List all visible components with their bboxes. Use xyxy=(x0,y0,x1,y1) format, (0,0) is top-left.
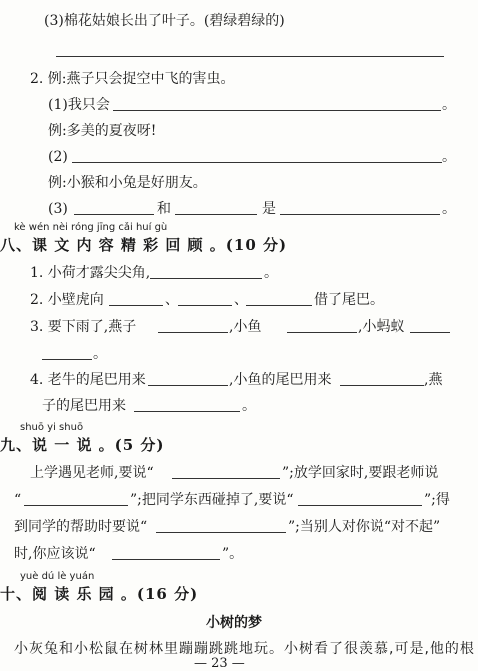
q2-part1-label: (1)我只会 xyxy=(48,97,110,113)
sec8-item-4-cont: 子的尾巴用来 xyxy=(42,398,126,414)
answer-line xyxy=(56,56,444,57)
answer-line xyxy=(134,411,240,412)
sentence-end: 借了尾巴。 xyxy=(314,292,384,308)
answer-line xyxy=(158,332,228,333)
clause: ,小蚂蚁 xyxy=(358,319,405,335)
story-paragraph: 小灰兔和小松鼠在树林里蹦蹦跳跳地玩。小树看了很羡慕,可是,他的根 xyxy=(14,641,475,657)
clause: ,小鱼 xyxy=(229,319,262,335)
period: 。 xyxy=(264,265,278,281)
exercise-item-3: (3)棉花姑娘长出了叶子。(碧绿碧绿的) xyxy=(44,13,285,29)
period: 。 xyxy=(93,346,107,362)
answer-line xyxy=(175,214,257,215)
answer-line xyxy=(148,385,228,386)
section-9-pinyin: shuō yi shuō xyxy=(20,422,84,433)
answer-line xyxy=(156,532,286,533)
answer-line xyxy=(287,332,357,333)
answer-line xyxy=(42,359,92,360)
answer-line xyxy=(72,162,442,163)
answer-line xyxy=(112,559,220,560)
story-title: 小树的梦 xyxy=(206,615,262,631)
clause: ,燕 xyxy=(424,372,443,388)
answer-line xyxy=(113,110,441,111)
answer-line xyxy=(109,305,163,306)
sec9-line-1a: 上学遇见老师,要说“ xyxy=(30,465,154,481)
period: 。 xyxy=(442,201,456,217)
sec9-line-2b: ”;把同学东西碰掉了,要说“ xyxy=(130,492,294,508)
answer-line xyxy=(298,505,422,506)
connector-is: 是 xyxy=(262,201,276,217)
answer-line xyxy=(172,478,280,479)
period: 。 xyxy=(442,97,456,113)
sec9-line-4b: ”。 xyxy=(222,546,244,562)
sec9-line-3a: 到同学的帮助时要说“ xyxy=(14,519,148,535)
section-8-pinyin: kè wén nèi róng jīng cǎi huí gù xyxy=(14,222,168,233)
q2-example-2: 例:多美的夏夜呀! xyxy=(48,123,157,139)
section-10-pinyin: yuè dú lè yuán xyxy=(20,571,95,582)
answer-line xyxy=(280,214,440,215)
answer-line xyxy=(150,278,262,279)
section-8-title: 八、课 文 内 容 精 彩 回 顾 。(10 分) xyxy=(0,236,288,254)
page-number: — 23 — xyxy=(194,656,245,671)
q2-part3-label: (3) xyxy=(48,201,68,217)
period: 。 xyxy=(442,149,456,165)
q2-part2-label: (2) xyxy=(48,149,68,165)
period: 。 xyxy=(242,398,256,414)
clause: ,小鱼的尾巴用来 xyxy=(229,372,332,388)
sec9-line-3b: ”;当别人对你说“对不起” xyxy=(288,519,441,535)
section-10-title: 十、阅 读 乐 园 。(16 分) xyxy=(0,585,199,603)
sec9-line-2c: ”;得 xyxy=(424,492,450,508)
separator: 、 xyxy=(165,292,179,308)
q2-example-3: 例:小猴和小兔是好朋友。 xyxy=(48,175,207,191)
answer-line xyxy=(410,332,450,333)
sec8-item-3: 3. 要下雨了,燕子 xyxy=(30,319,137,335)
separator: 、 xyxy=(234,292,248,308)
sec8-item-4: 4. 老牛的尾巴用来 xyxy=(30,372,146,388)
sec9-line-4a: 时,你应该说“ xyxy=(14,546,96,562)
answer-line xyxy=(74,214,154,215)
answer-line xyxy=(178,305,232,306)
sec9-line-2a: “ xyxy=(14,492,22,508)
sec9-line-1b: ”;放学回家时,要跟老师说 xyxy=(282,465,439,481)
section-9-title: 九、说 一 说 。(5 分) xyxy=(0,436,165,454)
answer-line xyxy=(246,305,312,306)
question-2-intro: 2. 例:燕子只会捉空中飞的害虫。 xyxy=(30,71,235,87)
answer-line xyxy=(340,385,424,386)
sec8-item-2: 2. 小壁虎向 xyxy=(30,292,104,308)
sec8-item-1: 1. 小荷才露尖尖角, xyxy=(30,265,151,281)
connector-and: 和 xyxy=(157,201,171,217)
answer-line xyxy=(24,505,128,506)
